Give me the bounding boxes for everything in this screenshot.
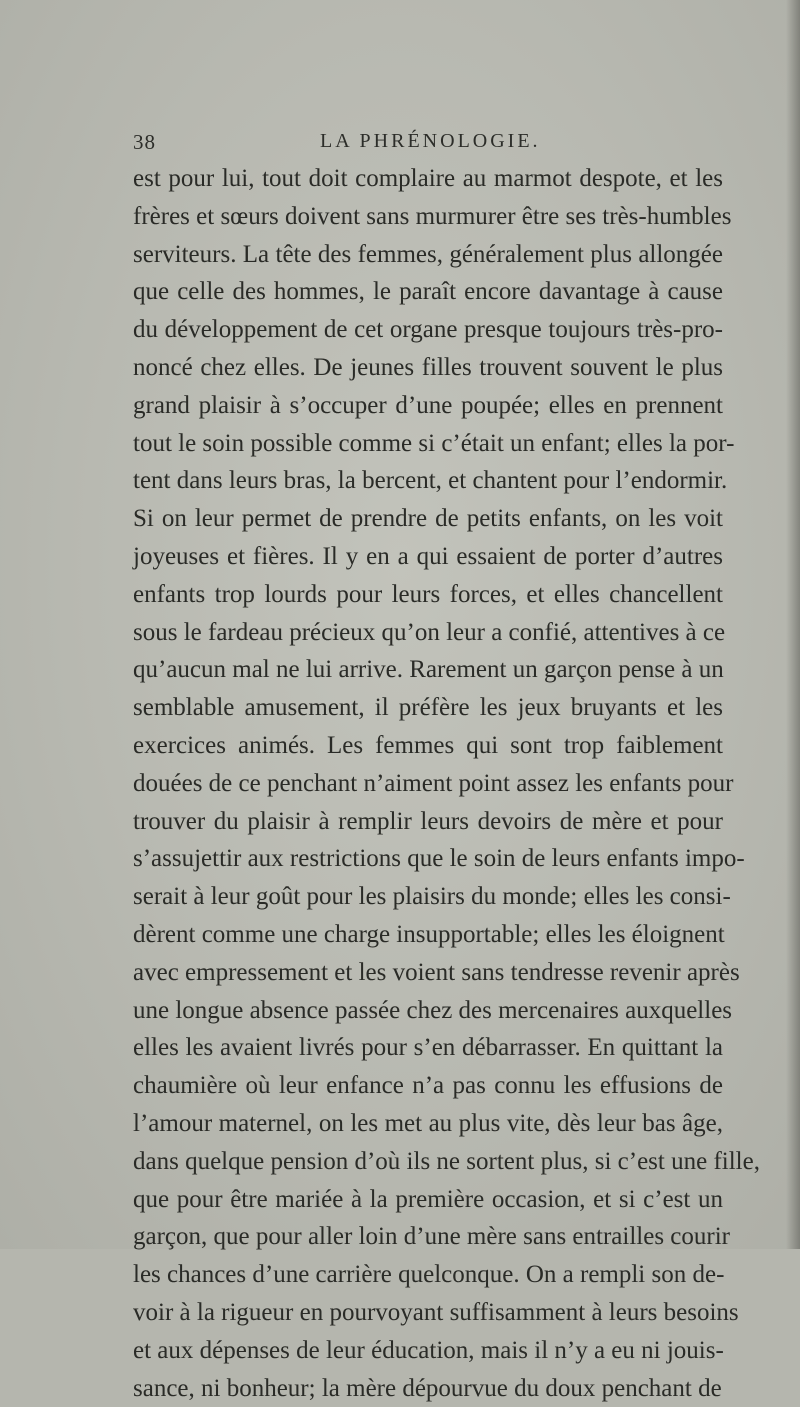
page-edge-shadow [786, 0, 800, 1249]
text-line: une longue absence passée chez des mercenaires auxquelles [133, 992, 723, 1030]
text-line: douées de ce penchant n’aiment point assez les enfants pour [133, 765, 723, 803]
text-line: dèrent comme une charge insupportable; elles les éloignent [133, 916, 723, 954]
text-line: et aux dépenses de leur éducation, mais il n’y a eu ni jouis- [133, 1332, 723, 1370]
text-line: qu’aucun mal ne lui arrive. Rarement un garçon pense à un [133, 651, 723, 689]
text-line: exercices animés. Les femmes qui sont trop faiblement [133, 727, 723, 765]
text-line: s’assujettir aux restrictions que le soin de leurs enfants impo- [133, 840, 723, 878]
text-line: semblable amusement, il préfère les jeux bruyants et les [133, 689, 723, 727]
text-line: l’amour maternel, on les met au plus vite, dès leur bas âge, [133, 1105, 723, 1143]
text-line: du développement de cet organe presque toujours très-pro- [133, 311, 723, 349]
text-line: grand plaisir à s’occuper d’une poupée; elles en prennent [133, 387, 723, 425]
text-line: tout le soin possible comme si c’était un enfant; elles la por- [133, 425, 723, 463]
text-line: elles les avaient livrés pour s’en débarrasser. En quittant la [133, 1029, 723, 1067]
text-line: tent dans leurs bras, la bercent, et chantent pour l’endormir. [133, 462, 723, 500]
page-number: 38 [133, 130, 156, 155]
running-title: LA PHRÉNOLOGIE. [320, 130, 541, 153]
text-line: les chances d’une carrière quelconque. On a rempli son de- [133, 1256, 723, 1294]
text-line: frères et sœurs doivent sans murmurer être ses très-humbles [133, 198, 723, 236]
text-line: enfants trop lourds pour leurs forces, et elles chancellent [133, 576, 723, 614]
page-header [133, 130, 713, 160]
text-line: serviteurs. La tête des femmes, généralement plus allongée [133, 236, 723, 274]
text-line: joyeuses et fières. Il y en a qui essaient de porter d’autres [133, 538, 723, 576]
text-line: Si on leur permet de prendre de petits enfants, on les voit [133, 500, 723, 538]
text-line: noncé chez elles. De jeunes filles trouvent souvent le plus [133, 349, 723, 387]
text-line: trouver du plaisir à remplir leurs devoirs de mère et pour [133, 803, 723, 841]
text-line: est pour lui, tout doit complaire au marmot despote, et les [133, 160, 723, 198]
body-text [133, 160, 723, 1407]
text-line: que pour être mariée à la première occasion, et si c’est un [133, 1181, 723, 1219]
text-line: dans quelque pension d’où ils ne sortent plus, si c’est une fille, [133, 1143, 723, 1181]
text-line: chaumière où leur enfance n’a pas connu les effusions de [133, 1067, 723, 1105]
text-line: avec empressement et les voient sans tendresse revenir après [133, 954, 723, 992]
text-line: serait à leur goût pour les plaisirs du monde; elles les consi- [133, 878, 723, 916]
text-line: que celle des hommes, le paraît encore davantage à cause [133, 273, 723, 311]
text-line: sance, ni bonheur; la mère dépourvue du doux penchant de [133, 1370, 723, 1407]
text-line: voir à la rigueur en pourvoyant suffisamment à leurs besoins [133, 1294, 723, 1332]
text-line: garçon, que pour aller loin d’une mère sans entrailles courir [133, 1218, 723, 1256]
text-line: sous le fardeau précieux qu’on leur a confié, attentives à ce [133, 614, 723, 652]
